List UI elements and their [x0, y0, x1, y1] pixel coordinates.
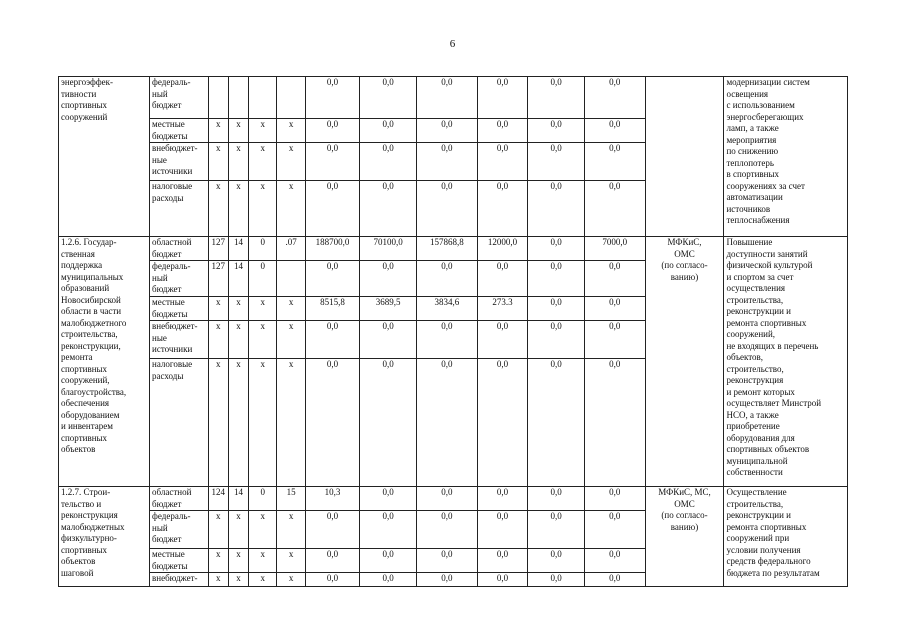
amount-cell: 0,0 [528, 119, 585, 143]
amount-cell: 0,0 [528, 549, 585, 573]
amount-cell: 0,0 [360, 359, 417, 487]
code-cell: x [249, 359, 277, 487]
amount-cell: 0,0 [305, 549, 360, 573]
amount-cell: 0,0 [584, 359, 645, 487]
code-cell: x [208, 573, 228, 587]
amount-cell: 0,0 [528, 237, 585, 261]
amount-cell: 0,0 [528, 181, 585, 237]
funding-source-cell: местные бюджеты [150, 119, 209, 143]
funding-source-cell: внебюджет- [150, 573, 209, 587]
code-cell: x [208, 143, 228, 181]
code-cell: x [208, 119, 228, 143]
amount-cell: 0,0 [417, 487, 478, 511]
amount-cell: 0,0 [417, 77, 478, 119]
amount-cell: 0,0 [584, 119, 645, 143]
code-cell: x [249, 297, 277, 321]
amount-cell: 0,0 [477, 487, 528, 511]
responsible-cell: МФКиС, МС, ОМС (по согласо- ванию) [645, 487, 724, 587]
amount-cell: 0,0 [305, 511, 360, 549]
amount-cell: 0,0 [305, 573, 360, 587]
amount-cell: 10,3 [305, 487, 360, 511]
code-cell: x [228, 359, 248, 487]
amount-cell: 0,0 [360, 549, 417, 573]
funding-source-cell: налоговые расходы [150, 181, 209, 237]
amount-cell: 0,0 [528, 321, 585, 359]
amount-cell: 0,0 [360, 77, 417, 119]
funding-source-cell: федераль- ный бюджет [150, 511, 209, 549]
measure-name-cell: 1.2.7. Строи- тельство и реконструкция малобюджетных физкультурно- спортивных объектов шаговой [59, 487, 150, 587]
funding-source-cell: налоговые расходы [150, 359, 209, 487]
funding-source-cell: областной бюджет [150, 487, 209, 511]
amount-cell: 0,0 [584, 511, 645, 549]
code-cell: x [228, 119, 248, 143]
amount-cell: 0,0 [305, 119, 360, 143]
amount-cell: 7000,0 [584, 237, 645, 261]
amount-cell: 0,0 [477, 359, 528, 487]
amount-cell: 0,0 [417, 143, 478, 181]
amount-cell: 0,0 [528, 77, 585, 119]
code-cell: x [208, 181, 228, 237]
code-cell [228, 77, 248, 119]
code-cell: x [249, 321, 277, 359]
amount-cell: 0,0 [584, 549, 645, 573]
responsible-cell: МФКиС, ОМС (по согласо- ванию) [645, 237, 724, 487]
amount-cell: 0,0 [360, 181, 417, 237]
code-cell: x [277, 143, 305, 181]
measure-name-cell: энергоэффек- тивности спортивных сооружений [59, 77, 150, 237]
amount-cell: 0,0 [477, 549, 528, 573]
program-table [58, 76, 848, 587]
responsible-cell [645, 77, 724, 237]
code-cell: x [277, 297, 305, 321]
code-cell: .07 [277, 237, 305, 261]
code-cell: x [249, 511, 277, 549]
table-body [59, 77, 848, 587]
code-cell [208, 77, 228, 119]
amount-cell: 12000,0 [477, 237, 528, 261]
code-cell: x [228, 181, 248, 237]
code-cell: 14 [228, 261, 248, 297]
code-cell: 14 [228, 237, 248, 261]
code-cell: x [228, 143, 248, 181]
code-cell: x [208, 549, 228, 573]
amount-cell: 0,0 [584, 573, 645, 587]
amount-cell: 0,0 [417, 511, 478, 549]
funding-source-cell: областной бюджет [150, 237, 209, 261]
amount-cell: 0,0 [360, 143, 417, 181]
amount-cell: 0,0 [584, 181, 645, 237]
amount-cell: 0,0 [305, 143, 360, 181]
amount-cell: 0,0 [305, 321, 360, 359]
amount-cell: 0,0 [584, 143, 645, 181]
page-number: 6 [449, 38, 456, 50]
amount-cell: 0,0 [584, 297, 645, 321]
funding-source-cell: местные бюджеты [150, 549, 209, 573]
amount-cell: 0,0 [417, 549, 478, 573]
code-cell: 14 [228, 487, 248, 511]
amount-cell: 0,0 [305, 261, 360, 297]
code-cell: x [277, 181, 305, 237]
code-cell: x [277, 119, 305, 143]
code-cell: x [249, 573, 277, 587]
funding-source-cell: внебюджет- ные источники [150, 143, 209, 181]
code-cell: 127 [208, 237, 228, 261]
amount-cell: 0,0 [360, 119, 417, 143]
code-cell: x [228, 321, 248, 359]
amount-cell: 0,0 [305, 77, 360, 119]
amount-cell: 70100,0 [360, 237, 417, 261]
amount-cell: 0,0 [477, 511, 528, 549]
amount-cell: 0,0 [528, 143, 585, 181]
amount-cell: 0,0 [584, 261, 645, 297]
amount-cell: 0,0 [477, 143, 528, 181]
expected-result-cell: модернизации систем освещения с использованием энергосберегающих ламп, а также мероприятия по снижению теплопотерь в спортивных сооружениях за счет автоматизации источников теплоснабжения [724, 77, 848, 237]
code-cell: 124 [208, 487, 228, 511]
funding-source-cell: федераль- ный бюджет [150, 77, 209, 119]
code-cell: x [208, 297, 228, 321]
amount-cell: 0,0 [360, 321, 417, 359]
code-cell: x [228, 297, 248, 321]
amount-cell: 0,0 [305, 359, 360, 487]
amount-cell: 0,0 [528, 261, 585, 297]
code-cell [277, 261, 305, 297]
amount-cell: 0,0 [417, 321, 478, 359]
code-cell: x [249, 119, 277, 143]
measure-name-cell: 1.2.6. Государ- ственная поддержка муниципальных образований Новосибирской области в части малобюджетного строительства, реконструкции, ремонта спортивных сооружений, благоустройства, обеспечения оборудованием и инвентарем спортивных объектов [59, 237, 150, 487]
code-cell: 127 [208, 261, 228, 297]
amount-cell: 0,0 [477, 77, 528, 119]
code-cell: 0 [249, 261, 277, 297]
code-cell: x [249, 549, 277, 573]
code-cell: x [249, 181, 277, 237]
amount-cell: 0,0 [477, 321, 528, 359]
amount-cell: 0,0 [528, 487, 585, 511]
code-cell: x [208, 511, 228, 549]
funding-source-cell: федераль- ный бюджет [150, 261, 209, 297]
funding-source-cell: местные бюджеты [150, 297, 209, 321]
expected-result-cell: Повышение доступности занятий физической культурой и спортом за счет осуществления строительства, реконструкции и ремонта спортивных сооружений, не входящих в перечень объектов, строительство, реконструкция и ремонт которых осуществляет Минстрой НСО, а также приобретение оборудования для спортивных объектов муниципальной собственности [724, 237, 848, 487]
amount-cell: 0,0 [584, 487, 645, 511]
code-cell: x [208, 321, 228, 359]
code-cell: x [277, 321, 305, 359]
amount-cell: 157868,8 [417, 237, 478, 261]
amount-cell: 0,0 [477, 573, 528, 587]
amount-cell: 0,0 [360, 261, 417, 297]
funding-source-cell: внебюджет- ные источники [150, 321, 209, 359]
amount-cell: 0,0 [417, 573, 478, 587]
amount-cell: 3834,6 [417, 297, 478, 321]
amount-cell: 0,0 [477, 119, 528, 143]
code-cell: x [277, 359, 305, 487]
table-row [59, 237, 848, 261]
code-cell: x [277, 511, 305, 549]
amount-cell: 0,0 [305, 181, 360, 237]
table-row [59, 487, 848, 511]
code-cell: 0 [249, 487, 277, 511]
amount-cell: 0,0 [360, 487, 417, 511]
expected-result-cell: Осуществление строительства, реконструкции и ремонта спортивных сооружений при условии получения средств федерального бюджета по результатам [724, 487, 848, 587]
amount-cell: 0,0 [528, 573, 585, 587]
amount-cell: 0,0 [417, 261, 478, 297]
amount-cell: 0,0 [528, 359, 585, 487]
amount-cell: 0,0 [360, 573, 417, 587]
amount-cell: 0,0 [360, 511, 417, 549]
amount-cell: 0,0 [477, 261, 528, 297]
code-cell: x [228, 511, 248, 549]
amount-cell: 0,0 [417, 119, 478, 143]
amount-cell: 0,0 [417, 181, 478, 237]
amount-cell: 0,0 [584, 77, 645, 119]
amount-cell: 0,0 [528, 297, 585, 321]
amount-cell: 8515,8 [305, 297, 360, 321]
code-cell: x [249, 143, 277, 181]
code-cell: x [208, 359, 228, 487]
code-cell: 0 [249, 237, 277, 261]
amount-cell: 0,0 [477, 181, 528, 237]
code-cell: 15 [277, 487, 305, 511]
amount-cell: 0,0 [417, 359, 478, 487]
amount-cell: 0,0 [584, 321, 645, 359]
amount-cell: 3689,5 [360, 297, 417, 321]
code-cell: x [228, 549, 248, 573]
table-row [59, 77, 848, 119]
amount-cell: 273.3 [477, 297, 528, 321]
code-cell: x [228, 573, 248, 587]
code-cell: x [277, 549, 305, 573]
amount-cell: 0,0 [528, 511, 585, 549]
code-cell [277, 77, 305, 119]
code-cell: x [277, 573, 305, 587]
code-cell [249, 77, 277, 119]
amount-cell: 188700,0 [305, 237, 360, 261]
